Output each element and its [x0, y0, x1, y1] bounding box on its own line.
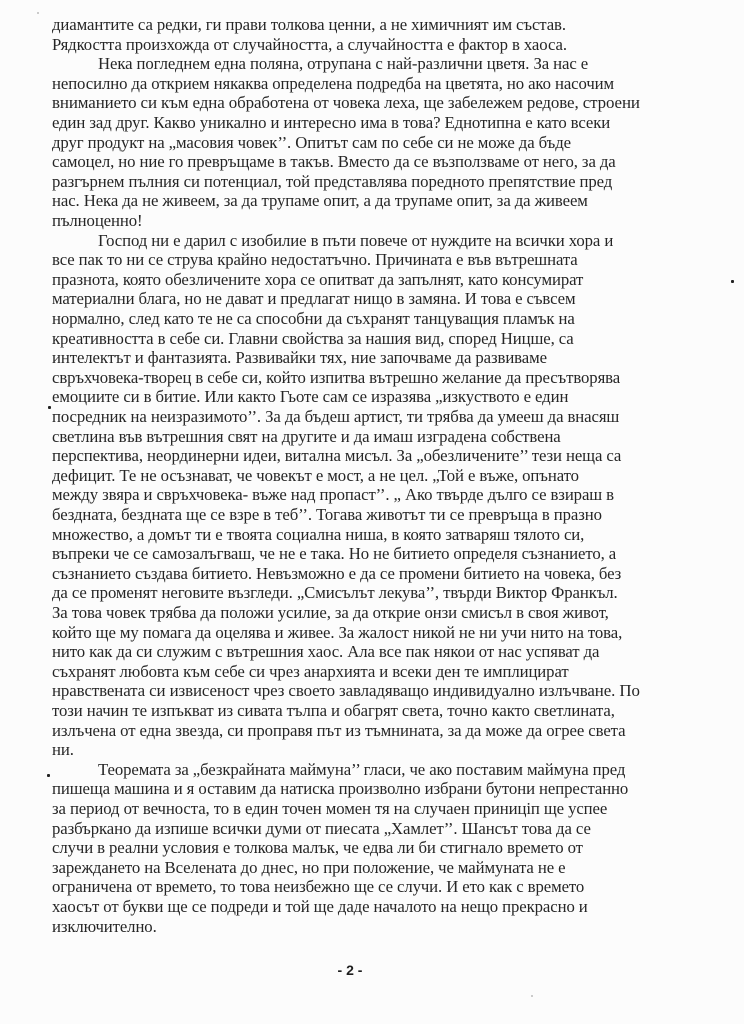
text-line: излъчена от една звезда, си проправя път из тъмнината, за да може да огрее света: [52, 720, 626, 740]
text-line: За това човек трябва да положи усилие, за да открие онзи смисъл в своя живот,: [52, 603, 609, 622]
text-line: непосилно да открием някаква определена подредба на цветята, но ако насочим: [52, 73, 615, 93]
text-line: зареждането на Вселената до днес, но при положение, че маймуната не е: [52, 857, 566, 877]
text-line: самоцел, но ние го превръщаме в такъв. Вместо да се възползваме от него, за да: [52, 152, 616, 172]
text-line: който ще му помага да оцелява и живее. За жалост никой не ни учи нито на това,: [52, 622, 623, 642]
text-line: интелектът и фантазията. Развивайки тях, ние започваме да развиваме: [52, 348, 547, 368]
text-line: въпреки че се самозалъгваш, че не е така. Но не битието определя съзнанието, а: [52, 544, 617, 564]
scan-speck: [531, 995, 533, 997]
text-line: за период от вечноста, то в един точен момен тя на случаен приниціп ще успее: [52, 799, 608, 818]
text-line: съзнанието създава битието. Невъзможно е да се промени битието на човека, без: [52, 563, 622, 583]
scan-speck: [48, 406, 51, 409]
text-line: креативността в себе си. Главни свойства за нашия вид, според Ницше, са: [52, 328, 574, 348]
text-line: светлина във вътрешния свят на другите и да имаш изградена собствена: [52, 426, 561, 446]
text-line: Рядкостта произхожда от случайността, а случайността е фактор в хаоса.: [52, 34, 567, 54]
text-line: един зад друг. Какво уникално и интересно има в това? Еднотипна е като всеки: [52, 113, 611, 132]
text-line: пишеща машина и я оставим да натиска произволно избрани бутони непрестанно: [52, 779, 629, 799]
text-line: изключително.: [52, 916, 157, 936]
text-line: пълноценно!: [52, 211, 143, 230]
text-line: Нека погледнем една поляна, отрупана с най-различни цветя. За нас е: [98, 54, 589, 74]
text-line: друг продукт на „масовия човек’’. Опитът сам по себе си не може да бъде: [52, 132, 571, 152]
text-line: дефицит. Те не осъзнават, че човекът е мост, а не цел. „Той е въже, опънато: [52, 465, 579, 485]
text-line: случи в реални условия е толкова малък, че едва ли би стигнало времето от: [52, 838, 583, 858]
text-line: ни.: [52, 740, 74, 760]
text-line: посредник на неизразимото’’. За да бъдеш артист, ти трябва да умееш да внасяш: [52, 407, 620, 426]
text-line: хаосът от букви ще се подреди и той ще даде началото на нещо прекрасно и: [52, 897, 588, 916]
text-line: празнота, която обезличените хора се опитват да запълнят, като консумират: [52, 269, 584, 289]
scan-speck: [731, 280, 734, 283]
scan-speck: [47, 774, 50, 777]
text-line: нито как да си служим с вътрешния хаос. Ала все пак някои от нас успяват да: [52, 642, 600, 662]
text-line: бездната, бездната ще се взре в теб’’. Тогава животът ти се превръща в празно: [52, 505, 602, 524]
text-line: свръхчовека-творец в себе си, който изпитва вътрешно желание да пресътворява: [52, 367, 621, 387]
text-line: Господ ни е дарил с изобилие в пъти повече от нуждите на всички хора и: [98, 230, 614, 250]
text-line: съхранят любовта към себе си чрез анархията и всеки ден те имплицират: [52, 661, 569, 681]
text-line: този начин те изпъкват из сивата тълпа и обагрят света, точно както светлината,: [52, 701, 615, 720]
text-line: емоциите си в битие. Или както Гьоте сам се изразява „изкуството е един: [52, 387, 569, 407]
text-line: вниманието си към една обработена от човека леха, ще забележем редове, строени: [52, 93, 640, 113]
page-number: - 2 -: [337, 962, 363, 978]
text-line: нравствената си извисеност чрез своето завладяващо индивидуално излъчване. По: [52, 681, 640, 701]
text-line: разгърнем пълния си потенциал, той представлява поредното препятствие пред: [52, 171, 613, 191]
text-line: множество, а домът ти е твоята социална ниша, в която затваряш тялото си,: [52, 524, 585, 544]
text-line: нормално, след като те не са способни да съхранят танцуващия пламък на: [52, 309, 575, 328]
text-line: нас. Нека да не живеем, за да трупаме опит, а да трупаме опит, за да живеем: [52, 191, 588, 211]
text-line: между звяра и свръхчовека- въже над пропаст’’. „ Ако твърде дълго се взираш в: [52, 485, 614, 505]
text-line: разбъркано да изпише всички думи от пиесата „Хамлет’’. Шансът това да се: [52, 818, 591, 838]
scan-speck: [37, 12, 39, 14]
text-line: ограничена от времето, то това неизбежно ще се случи. И ето как с времето: [52, 877, 585, 897]
text-line: материални блага, но не дават и предлагат нищо в замяна. И това е съвсем: [52, 289, 576, 309]
text-line: диамантите са редки, ги прави толкова ценни, а не химичният им състав.: [52, 15, 566, 34]
text-line: Теоремата за „безкрайната маймуна’’ гласи, че ако поставим маймуна пред: [98, 759, 626, 779]
text-line: да се променят неговите възгледи. „Смисълът лекува’’, твърди Виктор Франкъл.: [52, 583, 618, 603]
text-line: все пак то ни се струва крайно недостатъчно. Причината е във вътрешната: [52, 250, 578, 270]
text-line: перспектива, неординерни идеи, витална мисъл. За „обезличените’’ тези неща са: [52, 446, 622, 466]
